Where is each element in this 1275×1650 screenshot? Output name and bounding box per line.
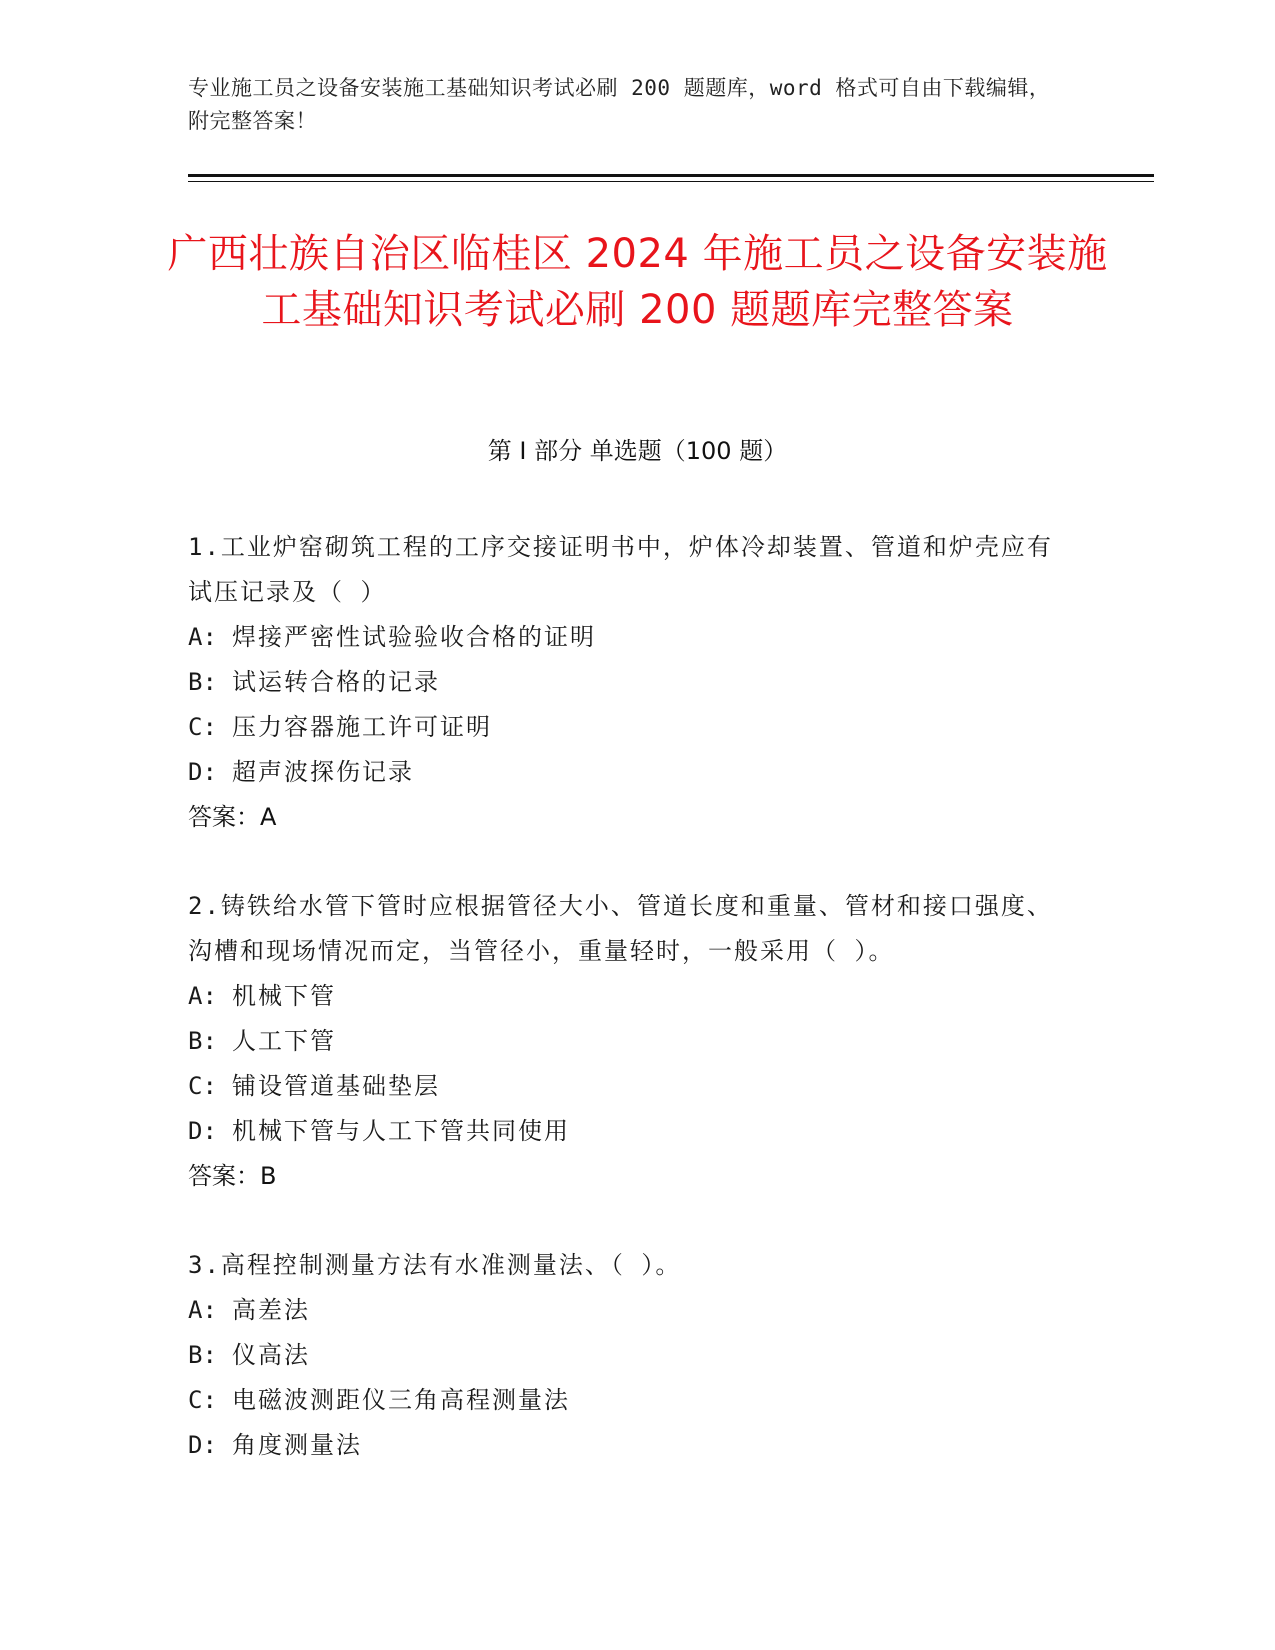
option-text: 仪高法 <box>232 1341 310 1369</box>
option-label: B: <box>188 1341 217 1369</box>
answer-line: 答案：B <box>188 1162 277 1190</box>
answer-line: 答案：A <box>188 803 277 831</box>
option-label: C: <box>188 713 217 741</box>
option-c <box>188 1064 1068 1109</box>
question-2 <box>188 884 1068 1199</box>
question-stem: 3.高程控制测量方法有水准测量法、（ ）。 <box>188 1251 682 1279</box>
question-stem: 2.铸铁给水管下管时应根据管径大小、管道长度和重量、管材和接口强度、沟槽和现场情况而定，当管径小，重量轻时，一般采用（ ）。 <box>188 892 1053 965</box>
option-text: 铺设管道基础垫层 <box>232 1072 440 1100</box>
option-text: 电磁波测距仪三角高程测量法 <box>232 1386 570 1414</box>
option-d <box>188 750 1068 795</box>
option-text: 角度测量法 <box>232 1431 362 1459</box>
option-label: B: <box>188 668 217 696</box>
option-text: 高差法 <box>232 1296 310 1324</box>
option-text: 机械下管与人工下管共同使用 <box>232 1117 570 1145</box>
option-a <box>188 615 1068 660</box>
question-list <box>188 525 1068 1512</box>
option-c <box>188 1378 1068 1423</box>
option-b <box>188 1333 1068 1378</box>
option-text: 人工下管 <box>232 1027 336 1055</box>
question-1 <box>188 525 1068 840</box>
option-text: 机械下管 <box>232 982 336 1010</box>
option-label: A: <box>188 1296 217 1324</box>
option-text: 试运转合格的记录 <box>232 668 440 696</box>
option-label: D: <box>188 758 217 786</box>
option-label: A: <box>188 982 217 1010</box>
option-label: A: <box>188 623 217 651</box>
option-a <box>188 974 1068 1019</box>
option-label: D: <box>188 1117 217 1145</box>
header-rule-thick <box>188 174 1154 177</box>
option-c <box>188 705 1068 750</box>
question-3 <box>188 1243 1068 1468</box>
option-label: B: <box>188 1027 217 1055</box>
option-a <box>188 1288 1068 1333</box>
option-text: 超声波探伤记录 <box>232 758 414 786</box>
option-text: 焊接严密性试验验收合格的证明 <box>232 623 596 651</box>
option-label: C: <box>188 1386 217 1414</box>
option-text: 压力容器施工许可证明 <box>232 713 492 741</box>
option-d <box>188 1109 1068 1154</box>
option-label: D: <box>188 1431 217 1459</box>
option-label: C: <box>188 1072 217 1100</box>
option-b <box>188 1019 1068 1064</box>
document-title: 广西壮族自治区临桂区 2024 年施工员之设备安装施工基础知识考试必刷 200 题题库完整答案 <box>167 231 1108 333</box>
option-d <box>188 1423 1068 1468</box>
header-rule-thin <box>188 181 1154 182</box>
section-heading: 第 I 部分 单选题（100 题） <box>487 437 788 465</box>
question-stem: 1.工业炉窑砌筑工程的工序交接证明书中，炉体冷却装置、管道和炉壳应有试压记录及（ ） <box>188 533 1053 606</box>
option-b <box>188 660 1068 705</box>
header-note: 专业施工员之设备安装施工基础知识考试必刷 200 题题库，word 格式可自由下载编辑，附完整答案！ <box>188 76 1051 133</box>
